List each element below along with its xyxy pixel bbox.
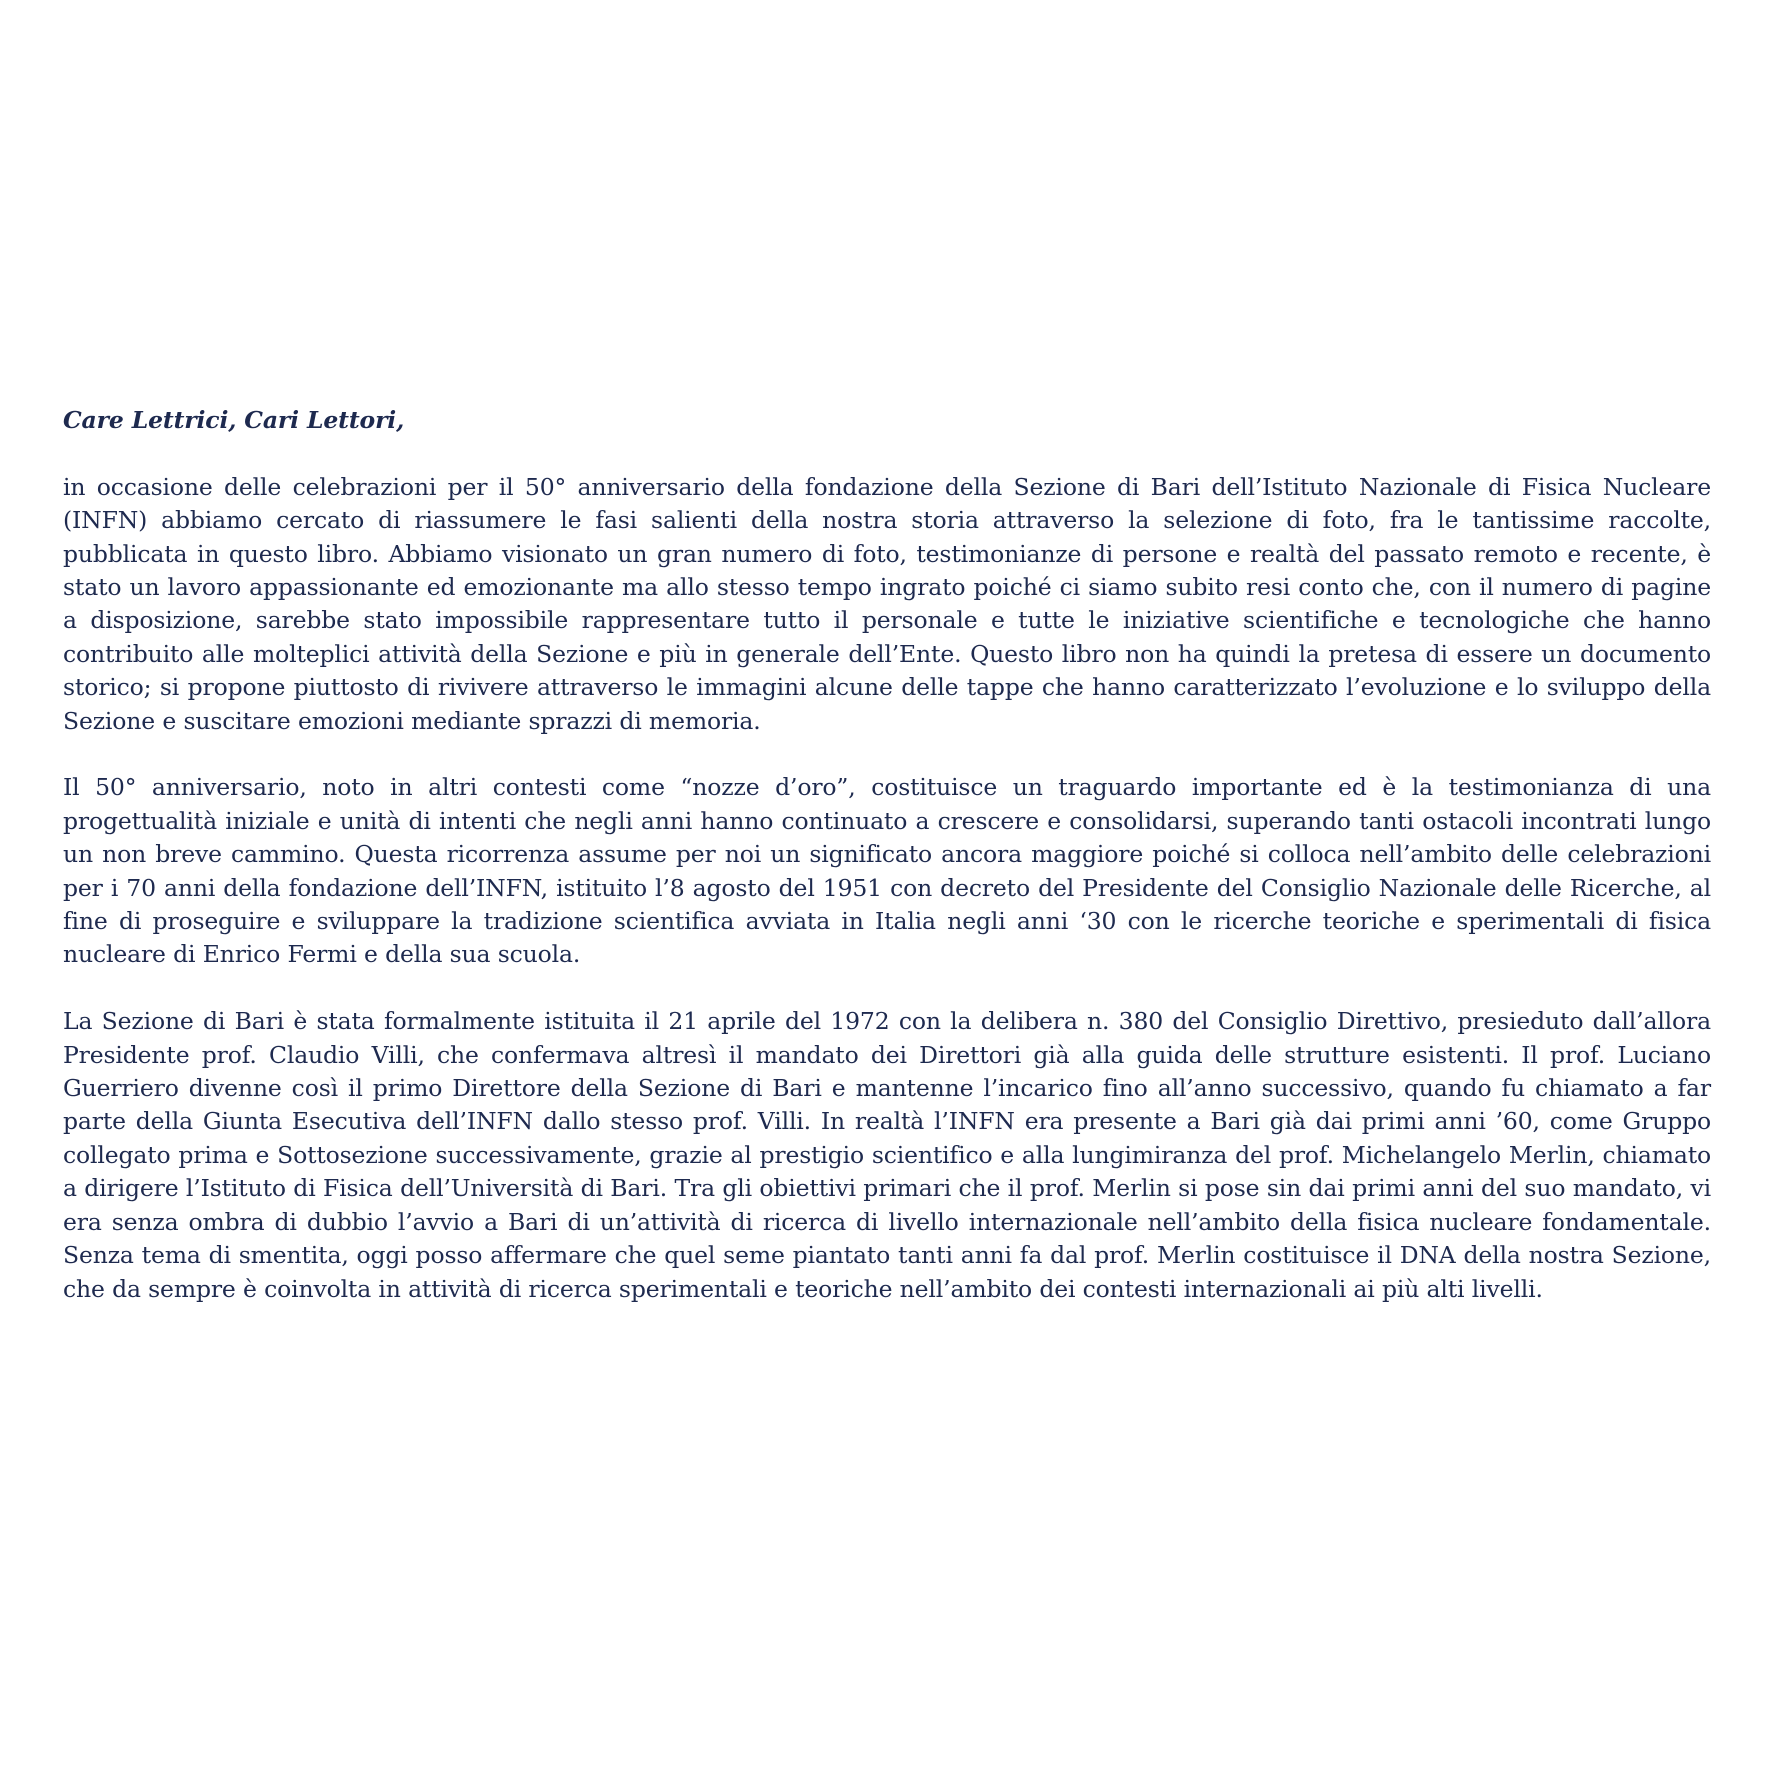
paragraph-history: La Sezione di Bari è stata formalmente istituita il 21 aprile del 1972 con la delibera n. 380 del Consiglio Direttivo, presieduto dall’allora Presidente prof. Claudio Villi, che confermava altresì il mandato dei Direttori già alla guida delle strutture esistenti. Il prof. Luciano Guerriero divenne così il primo Direttore della Sezione di Bari e mantenne l’incarico fino all’anno successivo, quando fu chiamato a far parte della Giunta Esecutiva dell’INFN dallo stesso prof. Villi. In realtà l’INFN era presente a Bari già dai primi anni ’60, come Gruppo collegato prima e Sottosezione successivamente, grazie al prestigio scientifico e alla lungimiranza del prof. Michelangelo Merlin, chiamato a dirigere l’Istituto di Fisica dell’Università di Bari. Tra gli obiettivi primari che il prof. Merlin si pose sin dai primi anni del suo mandato, vi era senza ombra di dubbio l’avvio a Bari di un’attività di ricerca di livello internazionale nell’ambito della fisica nucleare fondamentale. Senza tema di smentita, oggi posso affermare che quel seme piantato tanti anni fa dal prof. Merlin costituisce il DNA della nostra Sezione, che da sempre è coinvolta in attività di ricerca sperimentali e teoriche nell’ambito dei contesti internazionali ai più alti livelli. [63,1007,1711,1303]
letter-salutation: Care Lettrici, Cari Lettori, [63,406,405,434]
paragraph-anniversary: Il 50° anniversario, noto in altri contesti come “nozze d’oro”, costituisce un traguardo importante ed è la testimonianza di una progettualità iniziale e unità di intenti che negli anni hanno continuato a crescere e consolidarsi, superando tanti ostacoli incontrati lungo un non breve cammino. Questa ricorrenza assume per noi un significato ancora maggiore poiché si colloca nell’ambito delle celebrazioni per i 70 anni della fondazione dell’INFN, istituito l’8 agosto del 1951 con decreto del Presidente del Consiglio Nazionale delle Ricerche, al fine di proseguire e sviluppare la tradizione scientifica avviata in Italia negli anni ‘30 con le ricerche teoriche e sperimentali di fisica nucleare di Enrico Fermi e della sua scuola. [63,773,1711,969]
letter-body [63,404,1711,1339]
paragraph-intro: in occasione delle celebrazioni per il 50° anniversario della fondazione della Sezione di Bari dell’Istituto Nazionale di Fisica Nucleare (INFN) abbiamo cercato di riassumere le fasi salienti della nostra storia attraverso la selezione di foto, fra le tantissime raccolte, pubblicata in questo libro. Abbiamo visionato un gran numero di foto, testimonianze di persone e realtà del passato remoto e recente, è stato un lavoro appassionante ed emozionante ma allo stesso tempo ingrato poiché ci siamo subito resi conto che, con il numero di pagine a disposizione, sarebbe stato impossibile rappresentare tutto il personale e tutte le iniziative scientifiche e tecnologiche che hanno contribuito alle molteplici attività della Sezione e più in generale dell’Ente. Questo libro non ha quindi la pretesa di essere un documento storico; si propone piuttosto di rivivere attraverso le immagini alcune delle tappe che hanno caratterizzato l’evoluzione e lo sviluppo della Sezione e suscitare emozioni mediante sprazzi di memoria. [63,472,1711,735]
